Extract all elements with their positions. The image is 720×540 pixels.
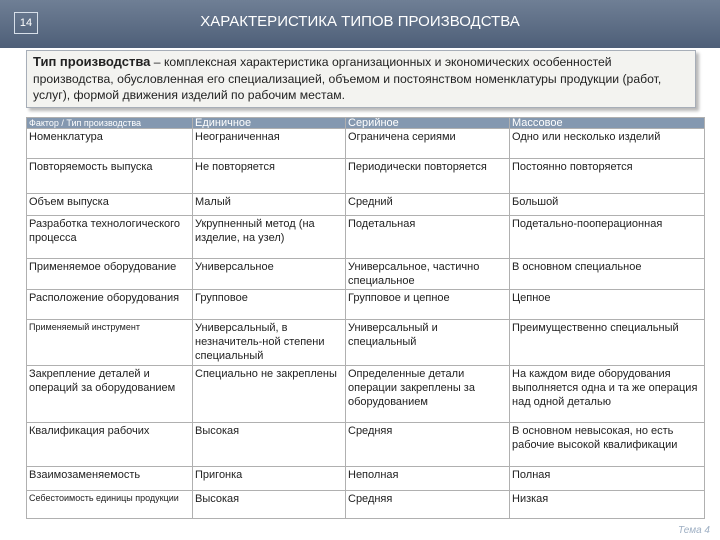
page-title: ХАРАКТЕРИСТИКА ТИПОВ ПРОИЗВОДСТВА [200, 13, 520, 30]
header-serial: Серийное [346, 118, 510, 129]
cell-serial: Универсальное, частично специальное [346, 259, 510, 290]
cell-serial: Средняя [346, 423, 510, 467]
row-factor: Объем выпуска [27, 194, 193, 216]
cell-single: Универсальное [193, 259, 346, 290]
footer-topic: Тема 4 [678, 525, 710, 536]
row-factor: Номенклатура [27, 129, 193, 159]
cell-serial: Ограничена сериями [346, 129, 510, 159]
row-factor: Разработка технологического процесса [27, 216, 193, 259]
row-factor: Квалификация рабочих [27, 423, 193, 467]
cell-single: Неограниченная [193, 129, 346, 159]
definition-term: Тип производства [33, 54, 151, 69]
cell-single: Пригонка [193, 467, 346, 491]
row-factor: Закрепление деталей и операций за оборудованием [27, 366, 193, 423]
row-factor: Расположение оборудования [27, 290, 193, 320]
table-header [27, 118, 705, 129]
cell-serial: Периодически повторяется [346, 159, 510, 194]
cell-single: Групповое [193, 290, 346, 320]
cell-single: Малый [193, 194, 346, 216]
table-row [27, 216, 705, 259]
table-row [27, 290, 705, 320]
row-factor: Применяемое оборудование [27, 259, 193, 290]
cell-serial: Средний [346, 194, 510, 216]
cell-mass: Подетально-пооперационная [510, 216, 705, 259]
table-row [27, 129, 705, 159]
cell-serial: Средняя [346, 491, 510, 519]
definition-box [26, 50, 696, 108]
cell-single: Универсальный, в незначитель-ной степени специальный [193, 320, 346, 366]
header-factor: Фактор / Тип производства [27, 118, 193, 129]
cell-single: Высокая [193, 423, 346, 467]
cell-mass: Преимущественно специальный [510, 320, 705, 366]
row-factor: Повторяемость выпуска [27, 159, 193, 194]
slide-number: 14 [14, 12, 38, 34]
cell-serial: Неполная [346, 467, 510, 491]
cell-serial: Универсальный и специальный [346, 320, 510, 366]
cell-single: Укрупненный метод (на изделие, на узел) [193, 216, 346, 259]
row-factor: Себестоимость единицы продукции [27, 491, 193, 519]
cell-mass: На каждом виде оборудования выполняется одна и та же операция над одной деталью [510, 366, 705, 423]
cell-mass: Одно или несколько изделий [510, 129, 705, 159]
cell-mass: В основном невысокая, но есть рабочие высокой квалификации [510, 423, 705, 467]
cell-serial: Подетальная [346, 216, 510, 259]
row-factor: Применяемый инструмент [27, 320, 193, 366]
cell-mass: Цепное [510, 290, 705, 320]
cell-serial: Групповое и цепное [346, 290, 510, 320]
table-row [27, 366, 705, 423]
cell-single: Специально не закреплены [193, 366, 346, 423]
cell-serial: Определенные детали операции закреплены за оборудованием [346, 366, 510, 423]
table-row [27, 320, 705, 366]
header-single: Единичное [193, 118, 346, 129]
production-types-table [26, 117, 705, 519]
table-row [27, 423, 705, 467]
header-mass: Массовое [510, 118, 705, 129]
cell-single: Высокая [193, 491, 346, 519]
cell-mass: Большой [510, 194, 705, 216]
table-row [27, 194, 705, 216]
table-row [27, 491, 705, 519]
cell-mass: Постоянно повторяется [510, 159, 705, 194]
row-factor: Взаимозаменяемость [27, 467, 193, 491]
cell-mass: Полная [510, 467, 705, 491]
cell-mass: Низкая [510, 491, 705, 519]
table-row [27, 259, 705, 290]
table-row [27, 159, 705, 194]
header-bar [0, 0, 720, 48]
cell-mass: В основном специальное [510, 259, 705, 290]
cell-single: Не повторяется [193, 159, 346, 194]
table-row [27, 467, 705, 491]
definition-text: – комплексная характеристика организационных и экономических особенностей производства, обусловленная его специализацией, объемом и постоянством номенклатуры продукции (работ, услуг), формой движения изделий по рабочим местам. [33, 55, 662, 102]
